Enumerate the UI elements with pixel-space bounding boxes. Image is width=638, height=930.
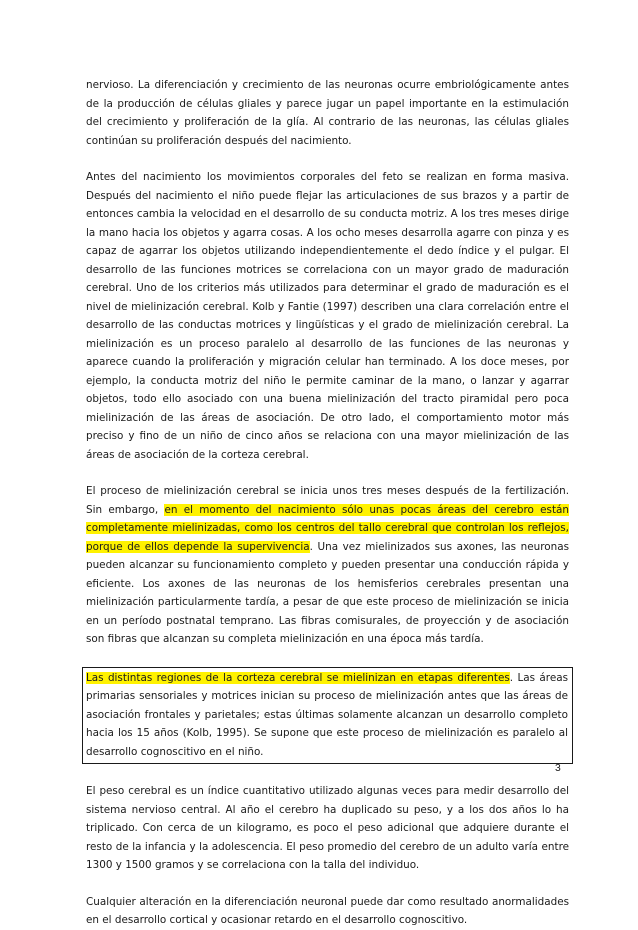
paragraph-brain-weight: El peso cerebral es un índice cuantitativo utilizado algunas veces para medir desarrollo del sistema nervioso central. Al año el cerebro ha duplicado su peso, y a los dos años lo ha triplicado. Con cerca de un kilogramo, es poco el peso adicional que adquiere durante el resto de la infancia y la adolescencia. El peso promedio del cerebro de un adulto varía entre 1300 y 1500 gramos y se correlaciona con la talla del individuo. — [86, 785, 569, 871]
paragraph-cortex-regions — [86, 669, 568, 762]
paragraph-glial-cells: nervioso. La diferenciación y crecimiento de las neuronas ocurre embriológicamente antes de la producción de células gliales y parece jugar un papel importante en la estimulación del crecimiento y proliferación de la glía. Al contrario de las neuronas, las células gliales continúan su proliferación después del nacimiento. — [86, 79, 569, 147]
paragraph-neuronal-alteration: Cualquier alteración en la diferenciación neuronal puede dar como resultado anormalidades en el desarrollo cortical y ocasionar retardo en el desarrollo cognoscitivo. — [86, 895, 569, 926]
paragraph-myelination-process — [86, 482, 569, 649]
paragraph-text: . Las áreas primarias sensoriales y motrices inician su proceso de mielinización antes que las áreas de asociación frontales y parietales; estas últimas solamente alcanzan un desarrollo completo hacia los 15 años (Kolb, 1995). Se supone que este proceso de mielinización es paralelo al desarrollo cognoscitivo en el niño. — [86, 671, 568, 758]
paragraph-motor-development: Antes del nacimiento los movimientos corporales del feto se realizan en forma masiva. Después del nacimiento el niño puede flejar las articulaciones de sus brazos y a partir de entonces cambia la velocidad en el desarrollo de su conducta motriz. A los tres meses dirige la mano hacia los objetos y agarra cosas. A los ocho meses desarrolla agarre con pinza y es capaz de agarrar los objetos utilizando independientemente el dedo índice y el pulgar. El desarrollo de las funciones motrices se correlaciona con un mayor grado de maduración cerebral. Uno de los criterios más utilizados para determinar el grado de maduración es el nivel de mielinización cerebral. Kolb y Fantie (1997) describen una clara correlación entre el desarrollo de las conductas motrices y lingüísticas y el grado de mielinización cerebral. La mielinización es un proceso paralelo al desarrollo de las funciones de las neuronas y aparece cuando la proliferación y migración celular han terminado. A los doce meses, por ejemplo, la conducta motriz del niño le permite caminar de la mano, o lanzar y agarrar objetos, todo ello asociado con una buena mielinización del tracto piramidal pero poca mielinización de las áreas de asociación. De otro lado, el comportamiento motor más preciso y fino de un niño de cinco años se relaciona con una mayor mielinización de las áreas de asociación de la corteza cerebral. — [86, 171, 569, 461]
highlighted-text: en el momento del nacimiento sólo unas pocas áreas del cerebro están completamente mielinizadas, como los centros del tallo cerebral que controlan los reflejos, porque de ellos depende la supervivencia — [86, 503, 569, 553]
document-body — [86, 76, 569, 930]
boxed-paragraph — [82, 667, 573, 765]
paragraph-text: . Una vez mielinizados sus axones, las neuronas pueden alcanzar su funcionamiento completo y pueden presentar una conducción rápida y eficiente. Los axones de las neuronas de los hemisferios cerebrales presentan una mielinización particularmente tardía, a pesar de que este proceso de mielinización se inicia en un período postnatal temprano. Las fibras comisurales, de proyección y de asociación son fibras que alcanzan su completa mielinización en una época más tardía. — [86, 540, 570, 645]
page-number: 3 — [555, 763, 561, 774]
highlighted-text: Las distintas regiones de la corteza cerebral se mielinizan en etapas diferentes — [86, 671, 510, 684]
paragraph-text: El proceso de mielinización cerebral se inicia unos tres meses después de la fertilización. Sin embargo, — [86, 485, 569, 516]
